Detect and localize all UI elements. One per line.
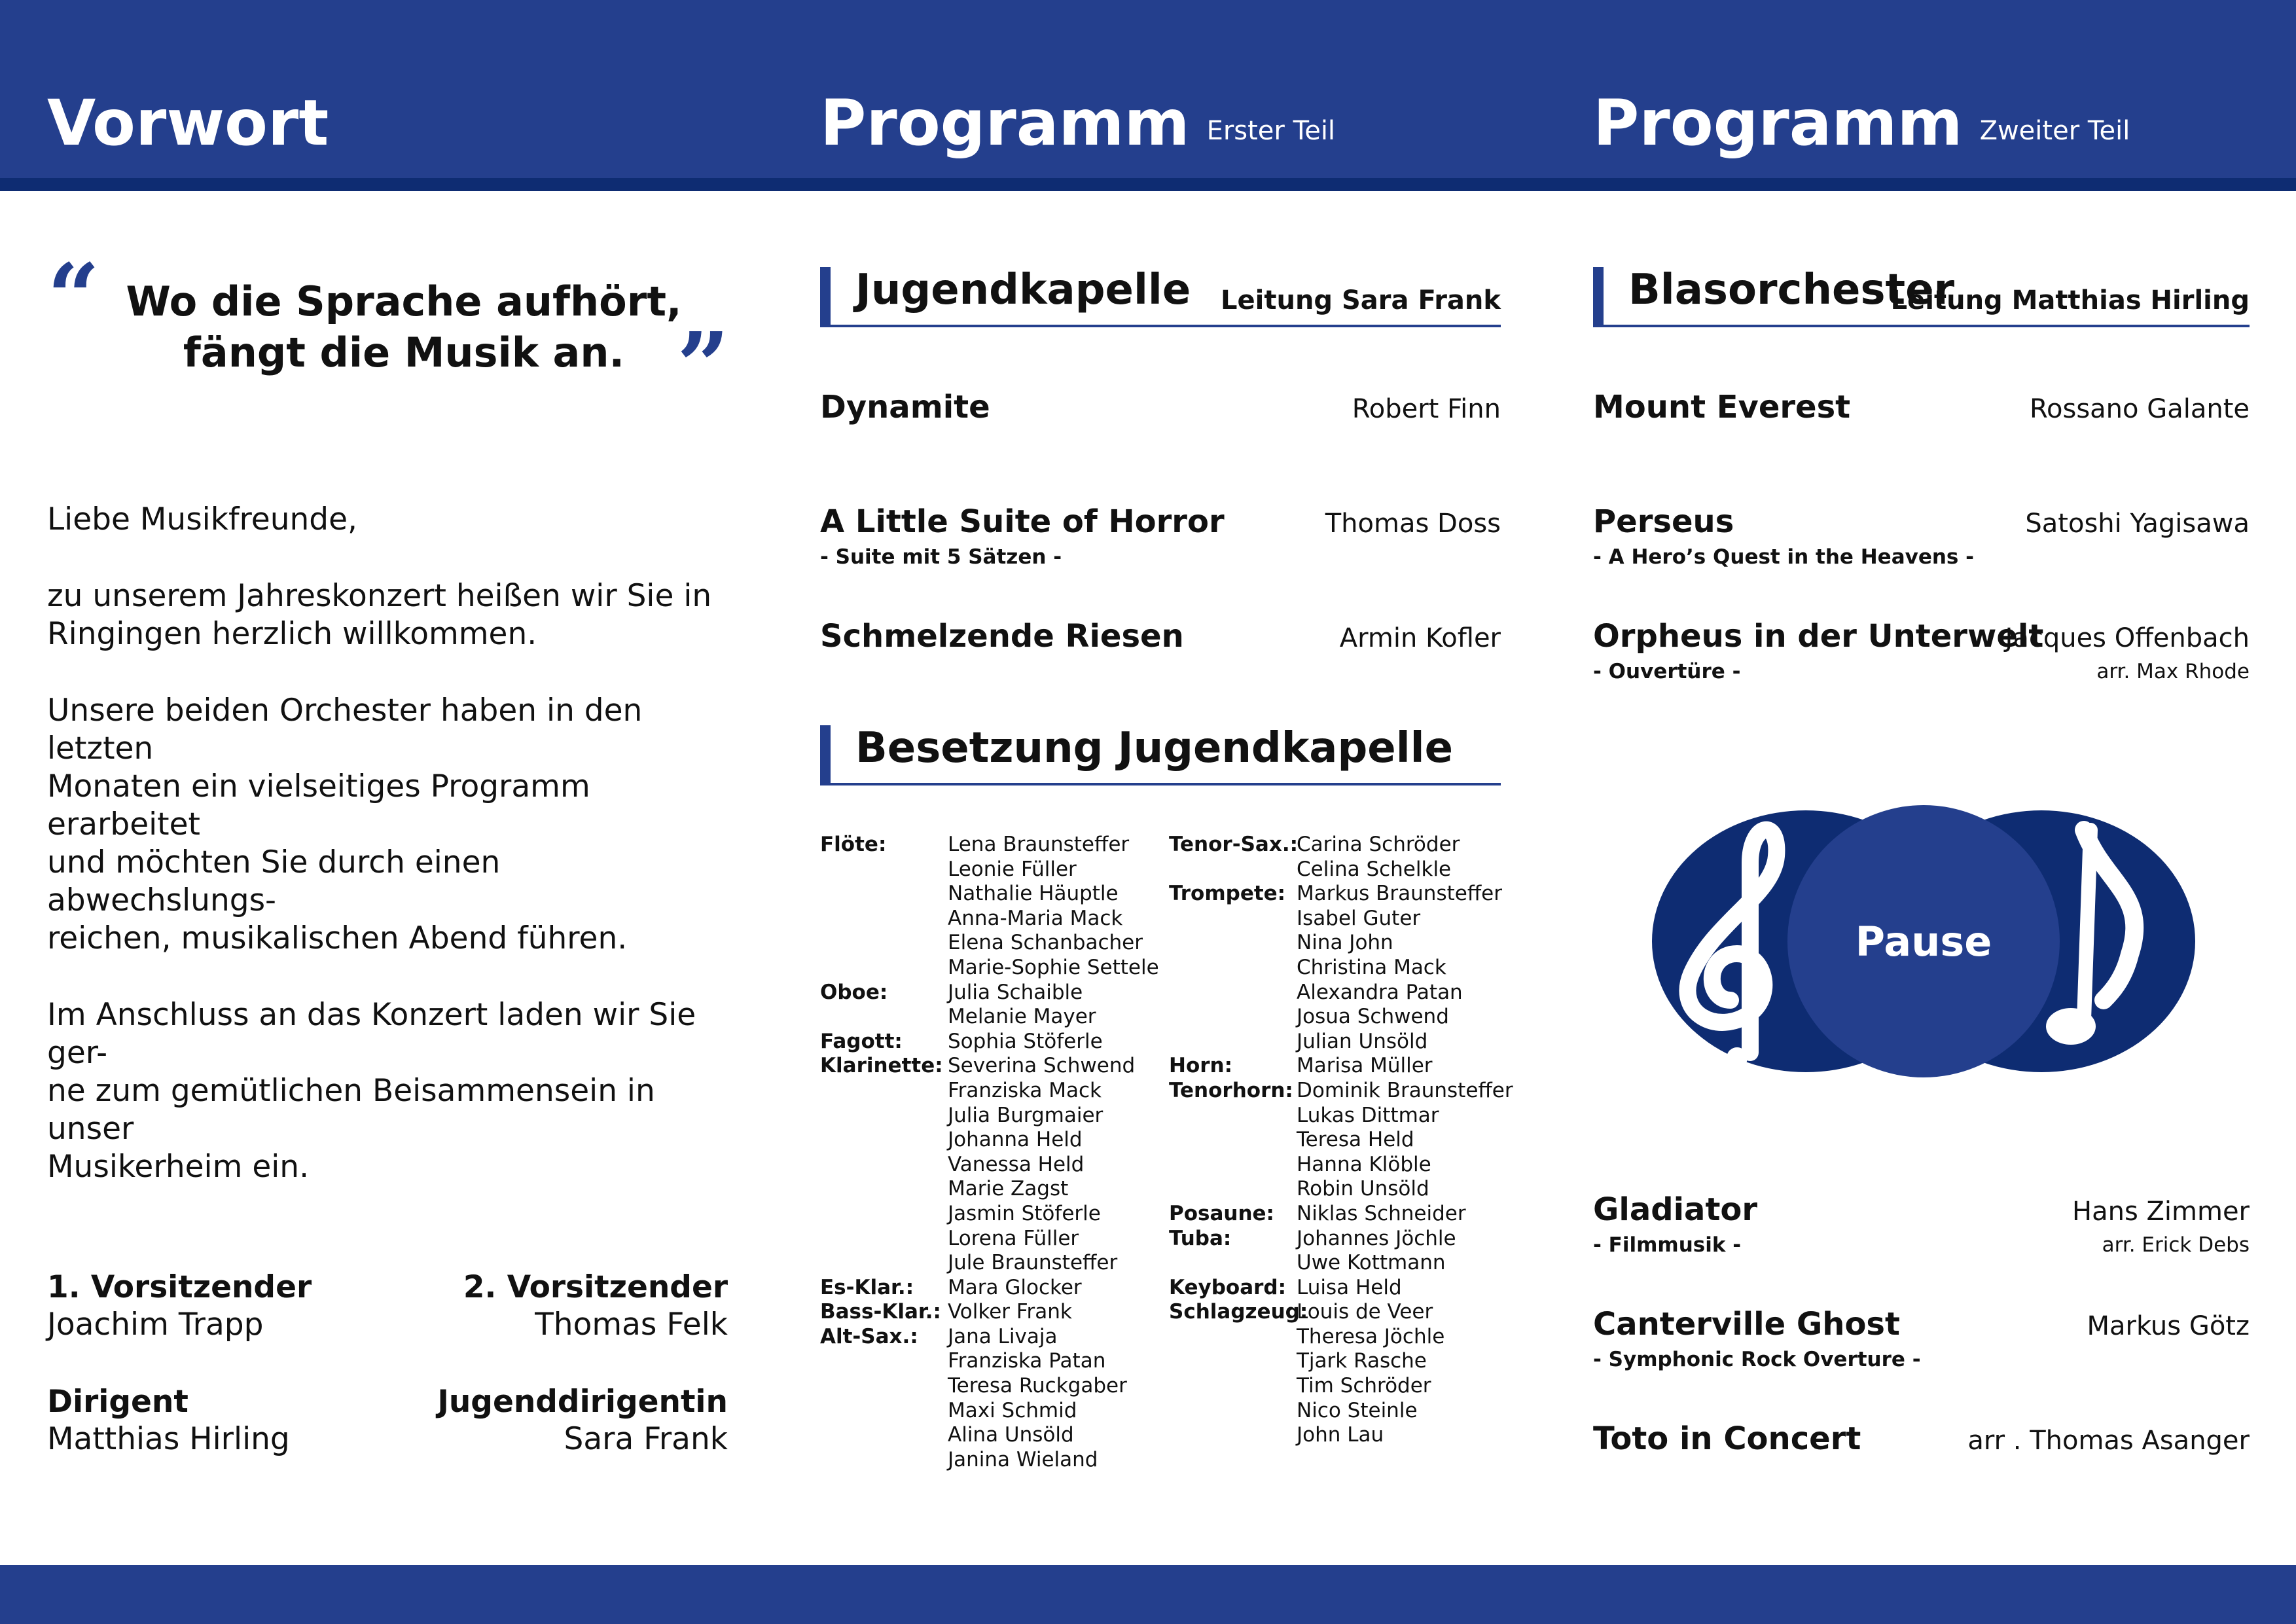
roster-row [1169, 1054, 1509, 1079]
foreword-paragraph: zu unserem Jahreskonzert heißen wir Sie in Ringingen herzlich willkommen. [47, 578, 712, 653]
header-programm-2-subtitle: Zweiter Teil [1979, 116, 2130, 146]
piece-composer: Hans Zimmer [2072, 1197, 2250, 1227]
program-piece [1593, 1422, 2250, 1481]
roster-musician: Maxi Schmid [948, 1398, 1077, 1422]
quote-text: Wo die Sprache aufhört, fängt die Musik an. [126, 278, 682, 376]
header-programm-1 [820, 86, 1336, 160]
piece-subtitle: - Symphonic Rock Overture - [1593, 1348, 1921, 1371]
ensemble-conductor: Leitung Matthias Hirling [1890, 285, 2250, 316]
roster-instrument: Keyboard: [1169, 1275, 1286, 1299]
roster-musician: Mara Glocker [948, 1275, 1082, 1299]
roster-musician: Volker Frank [948, 1300, 1072, 1324]
piece-subtitle: - Ouvertüre - [1593, 660, 1741, 683]
piece-title: Gladiator [1593, 1191, 1758, 1228]
program-piece [1593, 1191, 2250, 1257]
piece-composer: Armin Kofler [1339, 623, 1501, 653]
piece-title: Canterville Ghost [1593, 1306, 1900, 1343]
roster-musician: Janina Wieland [948, 1447, 1098, 1471]
roster-musician: Tjark Rasche [1297, 1349, 1427, 1373]
roster-heading [820, 725, 1501, 785]
roster-musician: John Lau [1297, 1423, 1384, 1447]
roster-musician: Markus Braunsteffer [1297, 882, 1502, 906]
piece-title: Mount Everest [1593, 389, 1851, 425]
roster-instrument: Horn: [1169, 1054, 1232, 1078]
piece-composer: Markus Götz [2087, 1311, 2250, 1341]
roster-row [1169, 907, 1509, 931]
piece-subtitle: - Suite mit 5 Sätzen - [820, 545, 1062, 569]
piece-title: Perseus [1593, 503, 1734, 540]
roster-row [820, 907, 1160, 931]
roster-musician: Lukas Dittmar [1297, 1103, 1439, 1127]
roster-musician: Marie-Sophie Settele [948, 955, 1159, 979]
roster-instrument: Flöte: [820, 833, 887, 856]
roster-row [1169, 1153, 1509, 1178]
program-piece [1593, 503, 2250, 569]
signature-title: 2. Vorsitzender [463, 1269, 728, 1305]
roster-musician: Tim Schröder [1297, 1374, 1431, 1398]
roster-row [820, 1276, 1160, 1301]
roster-musician: Uwe Kottmann [1297, 1251, 1446, 1275]
roster-row [1169, 1030, 1509, 1055]
roster-instrument: Es-Klar.: [820, 1275, 914, 1299]
roster-row [1169, 1251, 1509, 1276]
roster-musician: Nina John [1297, 931, 1393, 955]
roster-musician: Elena Schanbacher [948, 931, 1143, 955]
roster-row [820, 931, 1160, 956]
roster-row [1169, 1005, 1509, 1030]
roster-row [820, 1448, 1160, 1473]
roster-row [820, 1054, 1160, 1079]
roster-row [1169, 1078, 1513, 1104]
roster-musician: Anna-Maria Mack [948, 906, 1123, 930]
roster-musician: Nico Steinle [1297, 1398, 1418, 1422]
roster-instrument: Klarinette: [820, 1054, 943, 1078]
roster-musician: Lorena Füller [948, 1226, 1079, 1250]
roster-row [820, 1153, 1160, 1178]
roster-musician: Niklas Schneider [1297, 1201, 1466, 1225]
roster-row [1169, 857, 1509, 882]
ensemble-heading-blasorchester [1593, 267, 2250, 327]
roster-row [820, 1177, 1160, 1202]
roster-row [1169, 931, 1509, 956]
roster-row [1169, 1104, 1509, 1128]
roster-row [820, 882, 1160, 907]
header-vorwort [47, 86, 329, 160]
roster-row [820, 981, 1160, 1005]
roster-row [1169, 1128, 1509, 1153]
quote-open-icon: “ [47, 244, 100, 352]
roster-row [1169, 833, 1509, 857]
roster-musician: Isabel Guter [1297, 906, 1421, 930]
roster-instrument: Schlagzeug: [1169, 1300, 1308, 1324]
header-programm-2-title: Programm [1593, 86, 1963, 160]
piece-title: Toto in Concert [1593, 1420, 1861, 1457]
roster-row [1169, 1202, 1509, 1227]
roster-list-right [1169, 833, 1513, 1448]
header-underline [0, 178, 2296, 191]
roster-row [820, 1374, 1160, 1399]
piece-title: Dynamite [820, 389, 990, 425]
roster-musician: Julia Burgmaier [948, 1103, 1103, 1127]
roster-musician: Johanna Held [948, 1128, 1083, 1152]
piece-title: Orpheus in der Unterwelt [1593, 618, 2044, 655]
foreword-paragraph: Liebe Musikfreunde, [47, 501, 357, 537]
roster-row [820, 1128, 1160, 1153]
roster-row [820, 1399, 1160, 1424]
program-piece [820, 619, 1501, 678]
roster-musician: Franziska Patan [948, 1349, 1106, 1373]
signature-chairman-2 [387, 1269, 728, 1344]
roster-musician: Celina Schelkle [1297, 857, 1452, 881]
signature-name: Matthias Hirling [47, 1421, 290, 1458]
roster-list-left [820, 833, 1160, 1472]
roster-row [820, 1349, 1160, 1374]
roster-row [820, 1300, 1160, 1325]
quote-close-icon: ” [677, 313, 730, 420]
signature-name: Sara Frank [564, 1421, 728, 1458]
roster-musician: Robin Unsöld [1297, 1177, 1429, 1201]
signature-chairman-1 [47, 1269, 387, 1344]
roster-musician: Teresa Ruckgaber [948, 1374, 1127, 1398]
roster-musician: Marisa Müller [1297, 1054, 1433, 1078]
roster-row [820, 1325, 1160, 1350]
roster-row [820, 1227, 1160, 1252]
piece-composer: Satoshi Yagisawa [2025, 509, 2250, 539]
roster-row [1169, 1300, 1509, 1325]
program-piece [1593, 390, 2250, 449]
roster-instrument: Alt-Sax.: [820, 1324, 918, 1348]
program-piece [1593, 1306, 2250, 1371]
header-vorwort-title: Vorwort [47, 86, 329, 160]
piece-composer: Rossano Galante [2030, 394, 2250, 424]
roster-musician: Julia Schaible [948, 980, 1083, 1004]
roster-musician: Jana Livaja [948, 1324, 1058, 1348]
foreword-text [47, 501, 728, 1225]
roster-row [1169, 1325, 1509, 1350]
roster-instrument: Tenorhorn: [1169, 1078, 1293, 1102]
signature-conductor [47, 1383, 387, 1458]
roster-musician: Hanna Klöble [1297, 1152, 1431, 1176]
roster-instrument: Bass-Klar.: [820, 1300, 941, 1324]
pause-label: Pause [1855, 917, 1992, 965]
roster-row [1169, 1276, 1509, 1301]
roster-instrument: Tenor-Sax.: [1169, 833, 1298, 856]
roster-instrument: Fagott: [820, 1029, 903, 1053]
roster-row [1169, 882, 1509, 907]
roster-title: Besetzung Jugendkapelle [855, 724, 1453, 772]
header-programm-2 [1593, 86, 2130, 160]
foreword-paragraph: Unsere beiden Orchester haben in den letzten Monaten ein vielseitiges Programm erarbeitet und möchten Sie durch einen abwechslungs- reichen, musikalischen Abend führen. [47, 693, 643, 957]
roster-musician: Jasmin Stöferle [948, 1201, 1101, 1225]
roster-musician: Louis de Veer [1297, 1300, 1433, 1324]
roster-musician: Jule Braunsteffer [948, 1251, 1118, 1275]
roster-instrument: Oboe: [820, 980, 888, 1004]
roster-musician: Dominik Braunsteffer [1297, 1078, 1513, 1102]
roster-row [1169, 1177, 1509, 1202]
roster-instrument: Tuba: [1169, 1226, 1232, 1250]
pause-graphic [1652, 804, 2195, 1079]
roster-musician: Leonie Füller [948, 857, 1077, 881]
roster-row [1169, 1227, 1509, 1252]
header-programm-1-title: Programm [820, 86, 1190, 160]
signature-name: Thomas Felk [535, 1307, 728, 1343]
piece-composer: arr . Thomas Asanger [1967, 1426, 2250, 1456]
roster-instrument: Trompete: [1169, 882, 1286, 906]
roster-row [1169, 1374, 1509, 1399]
piece-subtitle: - A Hero’s Quest in the Heavens - [1593, 545, 1975, 569]
roster-row [820, 1202, 1160, 1227]
program-piece [1593, 618, 2250, 683]
roster-musician: Vanessa Held [948, 1152, 1085, 1176]
piece-arranger: arr. Erick Debs [2102, 1233, 2250, 1257]
piece-composer: Thomas Doss [1325, 509, 1501, 539]
program-piece [820, 503, 1501, 569]
roster-row [1169, 1349, 1509, 1374]
signature-title: Dirigent [47, 1384, 188, 1420]
piece-subtitle: - Filmmusik - [1593, 1233, 1742, 1257]
roster-row [1169, 1399, 1509, 1424]
roster-row [1169, 956, 1509, 981]
roster-row [820, 1104, 1160, 1128]
program-piece [820, 390, 1501, 449]
roster-row [820, 1423, 1160, 1448]
roster-row [820, 1251, 1160, 1276]
ensemble-title: Jugendkapelle [855, 266, 1191, 314]
ensemble-conductor: Leitung Sara Frank [1221, 285, 1501, 316]
roster-row [820, 956, 1160, 981]
piece-title: A Little Suite of Horror [820, 503, 1225, 540]
ensemble-title: Blasorchester [1628, 266, 1955, 314]
roster-musician: Julian Unsöld [1297, 1029, 1428, 1053]
roster-row [820, 833, 1160, 857]
roster-row [820, 857, 1160, 882]
roster-musician: Marie Zagst [948, 1177, 1069, 1201]
roster-row [1169, 1423, 1509, 1448]
header-programm-1-subtitle: Erster Teil [1206, 116, 1336, 146]
roster-row [820, 1079, 1160, 1104]
foreword-paragraph: Im Anschluss an das Konzert laden wir Sie ger- ne zum gemütlichen Beisammensein in unser Musikerheim ein. [47, 997, 696, 1185]
roster-musician: Josua Schwend [1297, 1005, 1449, 1029]
roster-musician: Severina Schwend [948, 1054, 1136, 1078]
signature-title: Jugenddirigentin [437, 1384, 728, 1420]
roster-musician: Teresa Held [1297, 1128, 1414, 1152]
roster-musician: Franziska Mack [948, 1078, 1102, 1102]
piece-composer: Jacques Offenbach [2005, 623, 2250, 653]
roster-musician: Christina Mack [1297, 955, 1446, 979]
roster-musician: Luisa Held [1297, 1275, 1402, 1299]
roster-row [1169, 981, 1509, 1005]
roster-musician: Nathalie Häuptle [948, 882, 1119, 906]
roster-musician: Lena Braunsteffer [948, 833, 1130, 856]
roster-row [820, 1005, 1160, 1030]
roster-musician: Theresa Jöchle [1297, 1324, 1445, 1348]
roster-musician: Sophia Stöferle [948, 1029, 1103, 1053]
piece-composer: Robert Finn [1352, 394, 1501, 424]
piece-arranger: arr. Max Rhode [2096, 660, 2250, 683]
roster-row [820, 1030, 1160, 1055]
piece-title: Schmelzende Riesen [820, 618, 1184, 655]
roster-musician: Melanie Mayer [948, 1005, 1096, 1029]
signature-name: Joachim Trapp [47, 1307, 264, 1343]
ensemble-heading-jugendkapelle [820, 267, 1501, 327]
roster-musician: Alina Unsöld [948, 1423, 1074, 1447]
signature-title: 1. Vorsitzender [47, 1269, 312, 1305]
roster-musician: Alexandra Patan [1297, 980, 1463, 1004]
footer-bar [0, 1565, 2296, 1624]
roster-musician: Johannes Jöchle [1297, 1226, 1456, 1250]
roster-instrument: Posaune: [1169, 1201, 1274, 1225]
signature-youth-conductor [387, 1383, 728, 1458]
roster-musician: Carina Schröder [1297, 833, 1460, 856]
